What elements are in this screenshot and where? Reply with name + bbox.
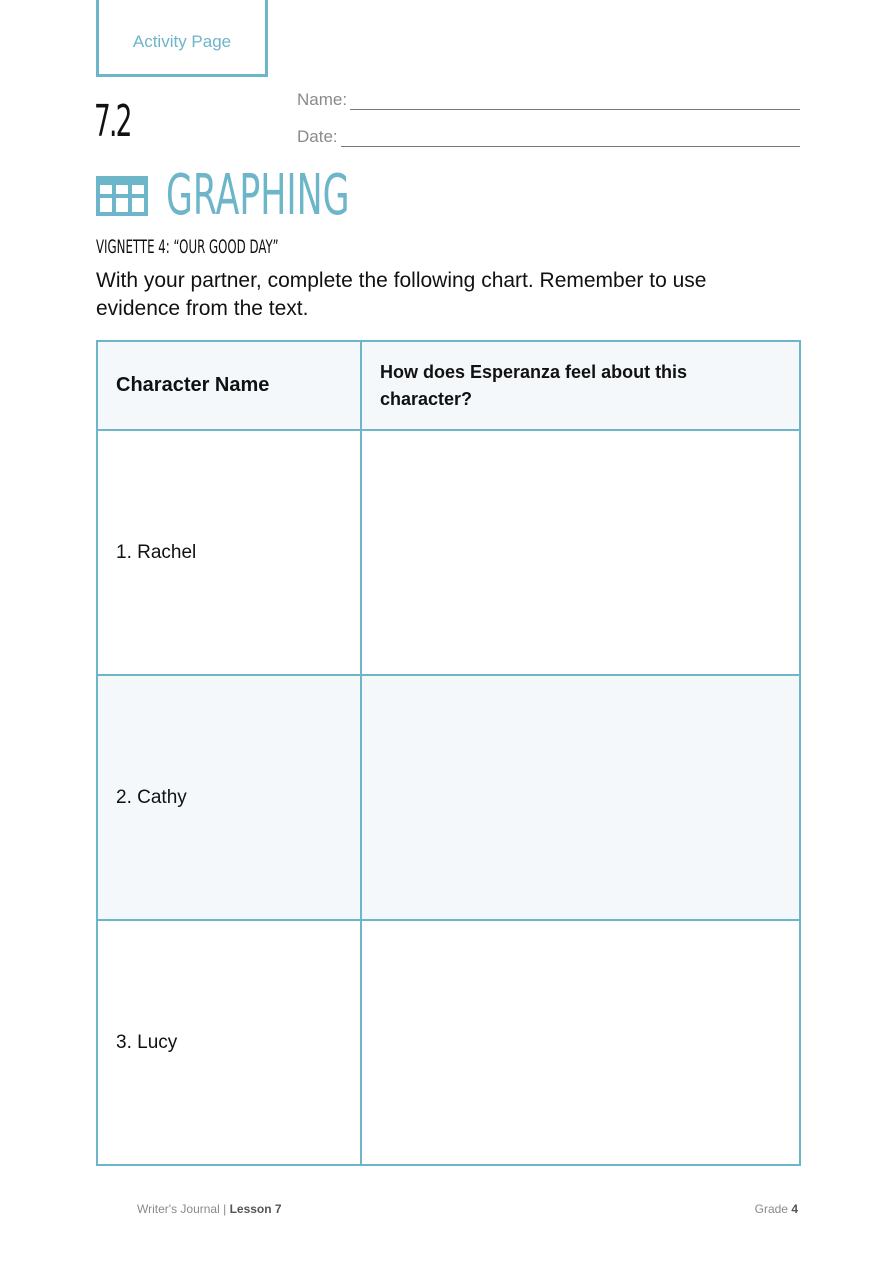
chart-header-row [97, 341, 800, 430]
footer-grade [755, 1202, 798, 1216]
response-cell[interactable] [361, 430, 800, 675]
table-row [97, 675, 800, 920]
footer-journal-text: Writer's Journal | [137, 1202, 227, 1216]
name-input-line[interactable] [350, 91, 800, 110]
instructions: With your partner, complete the following chart. Remember to use evidence from the text. [96, 269, 707, 320]
character-chart [96, 340, 801, 1166]
page-number: 7.2 [94, 96, 131, 147]
page-title: GRAPHING [166, 163, 350, 228]
table-row [97, 430, 800, 675]
response-cell[interactable] [361, 920, 800, 1165]
vignette-subtitle: VIGNETTE 4: “OUR GOOD DAY” [96, 236, 279, 258]
response-cell[interactable] [361, 675, 800, 920]
footer-journal [137, 1202, 282, 1216]
character-name-cell: 1. Rachel [97, 430, 361, 675]
header-character-name: Character Name [97, 341, 361, 430]
date-field[interactable] [297, 127, 800, 147]
activity-page-label: Activity Page [132, 32, 232, 51]
grid-icon [96, 174, 148, 218]
date-label: Date: [297, 127, 338, 146]
footer-grade-label: Grade [754, 1202, 788, 1216]
footer-lesson: Lesson 7 [229, 1202, 282, 1216]
activity-page-tab [96, 0, 268, 77]
date-input-line[interactable] [341, 128, 800, 147]
name-field[interactable] [297, 90, 800, 110]
title-row [96, 163, 462, 228]
header-esperanza-feel: How does Esperanza feel about this character? [361, 341, 800, 430]
name-label: Name: [297, 90, 348, 109]
character-name-cell: 3. Lucy [97, 920, 361, 1165]
character-name-cell: 2. Cathy [97, 675, 361, 920]
table-row [97, 920, 800, 1165]
footer-grade-value: 4 [791, 1202, 798, 1216]
